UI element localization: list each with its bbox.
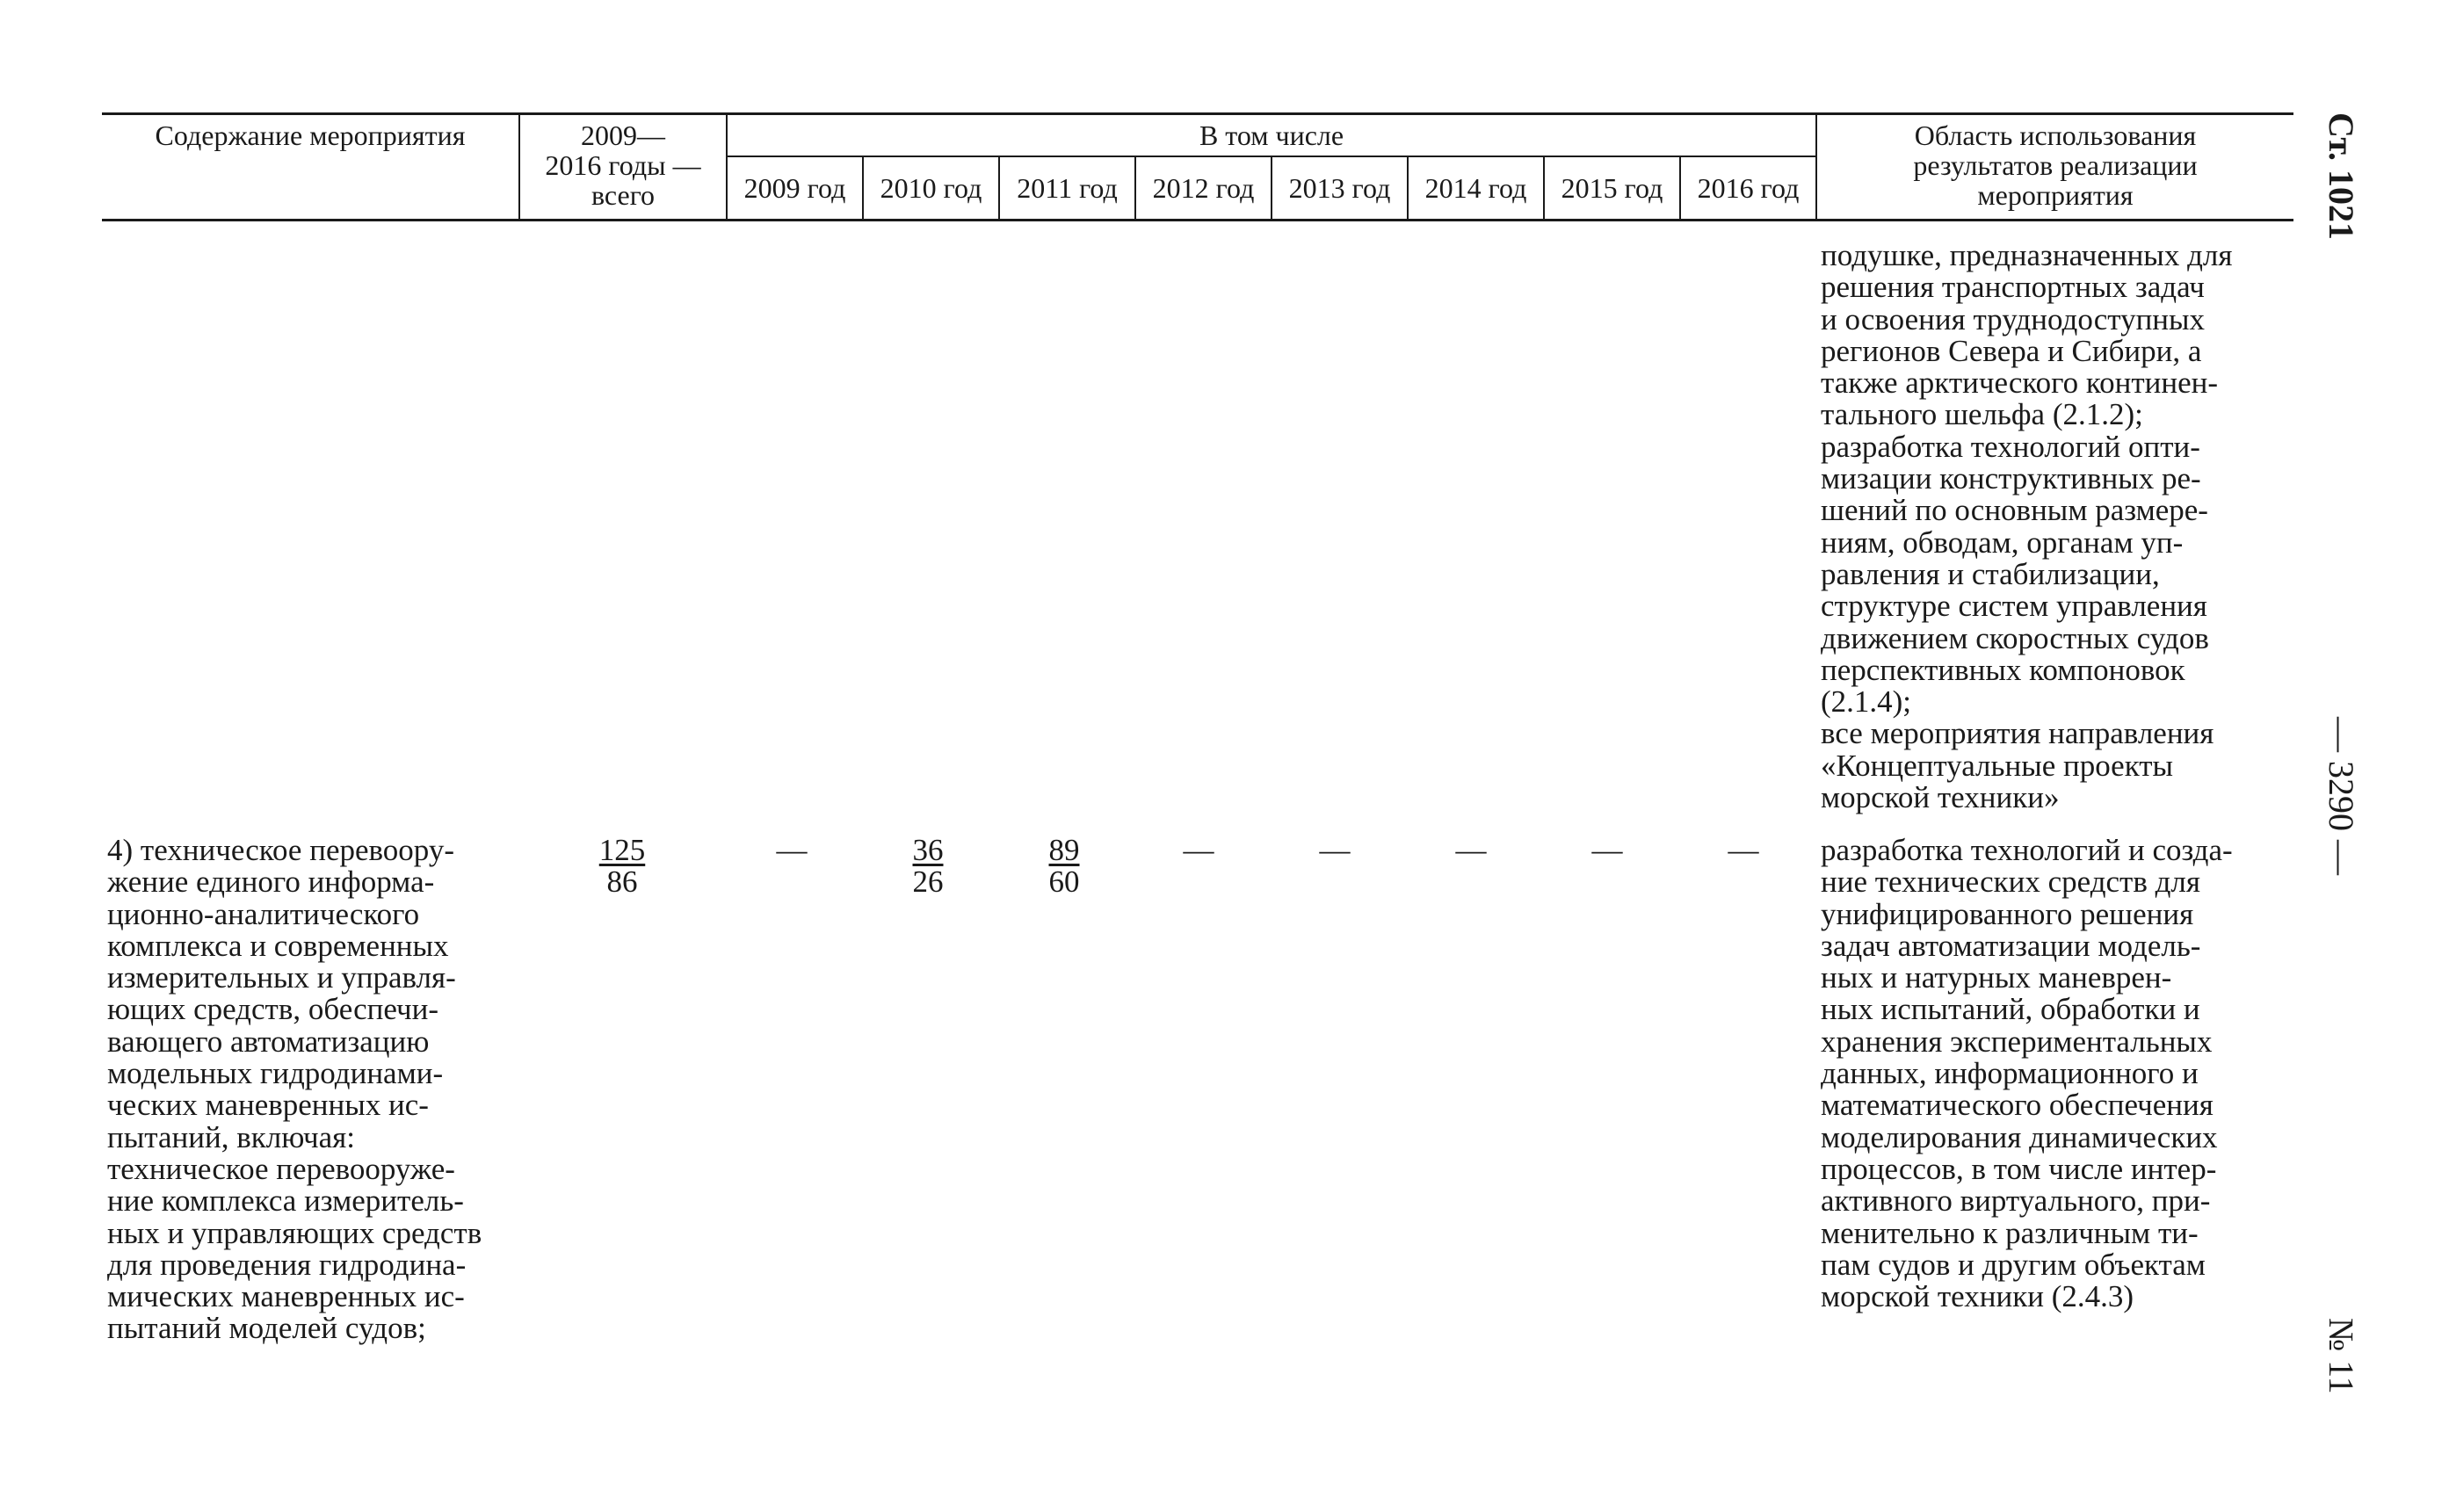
header-year-2014: 2014 год <box>1408 156 1544 221</box>
row4-2013-dash: — <box>1319 833 1351 867</box>
header-area: Область использования результатов реализации мероприятия <box>1816 114 2293 221</box>
row4-2014-dash: — <box>1455 833 1487 867</box>
header-including: В том числе <box>727 114 1816 157</box>
row4-total-value: 125 86 <box>598 833 646 899</box>
header-total: 2009— 2016 годы — всего <box>519 114 727 221</box>
area-continuation-text: подушке, предназначенных для решения транспортных задач и освоения труднодоступных регионов Севера и Сибири, а также арктического континен- тального шельфа (2.1.2); разработка технологий опти- мизации конструктивных ре- шений по основным размере- ниям, обводам, органам уп- равления и стабилизации, структуре систем управления движением скоростных судов перспективных компоновок (2.1.4); все мероприятия направления «Концептуальные проекты морской техники» <box>1821 238 2233 815</box>
row4-area-text: разработка технологий и созда- ние технических средств для унифицированного решения задач автоматизации модель- ных и натурных маневрен- ных испытаний, обработки и хранения экспериментальных данных, информационного и математического обеспечения моделирования динамических процессов, в том числе интер- активного виртуального, при- менительно к различным ти- пам судов и другим объектам морской техники (2.4.3) <box>1821 833 2233 1314</box>
header-year-2010: 2010 год <box>863 156 999 221</box>
row4-content-text: 4) техническое перевоору- жение единого информа- ционно-аналитического комплекса и современных измерительных и управля- ющих средств, обеспечи- вающего автоматизацию модельных гидродинами- ческих маневренных ис- пытаний, включая: техническое перевооруже- ние комплекса измеритель- ных и управляющих средств для проведения гидродина- мических маневренных ис- пытаний моделей судов; <box>107 833 482 1346</box>
header-content: Содержание мероприятия <box>102 114 519 221</box>
row4-2016-dash: — <box>1728 833 1759 867</box>
header-year-2013: 2013 год <box>1272 156 1408 221</box>
row4-2011-value: 89 60 <box>1048 833 1080 899</box>
table-header <box>102 112 2293 221</box>
row4-2009-dash: — <box>776 833 808 867</box>
row4-2015-dash: — <box>1591 833 1623 867</box>
row4-2010-value: 36 26 <box>912 833 944 899</box>
header-year-2009: 2009 год <box>727 156 863 221</box>
page-number: — 3290 — <box>2322 717 2361 875</box>
header-year-2016: 2016 год <box>1680 156 1816 221</box>
header-year-2012: 2012 год <box>1135 156 1272 221</box>
header-year-2015: 2015 год <box>1544 156 1680 221</box>
article-number: Ст. 1021 <box>2322 112 2361 240</box>
header-year-2011: 2011 год <box>999 156 1135 221</box>
row4-2012-dash: — <box>1183 833 1214 867</box>
issue-number: № 11 <box>2322 1318 2361 1394</box>
